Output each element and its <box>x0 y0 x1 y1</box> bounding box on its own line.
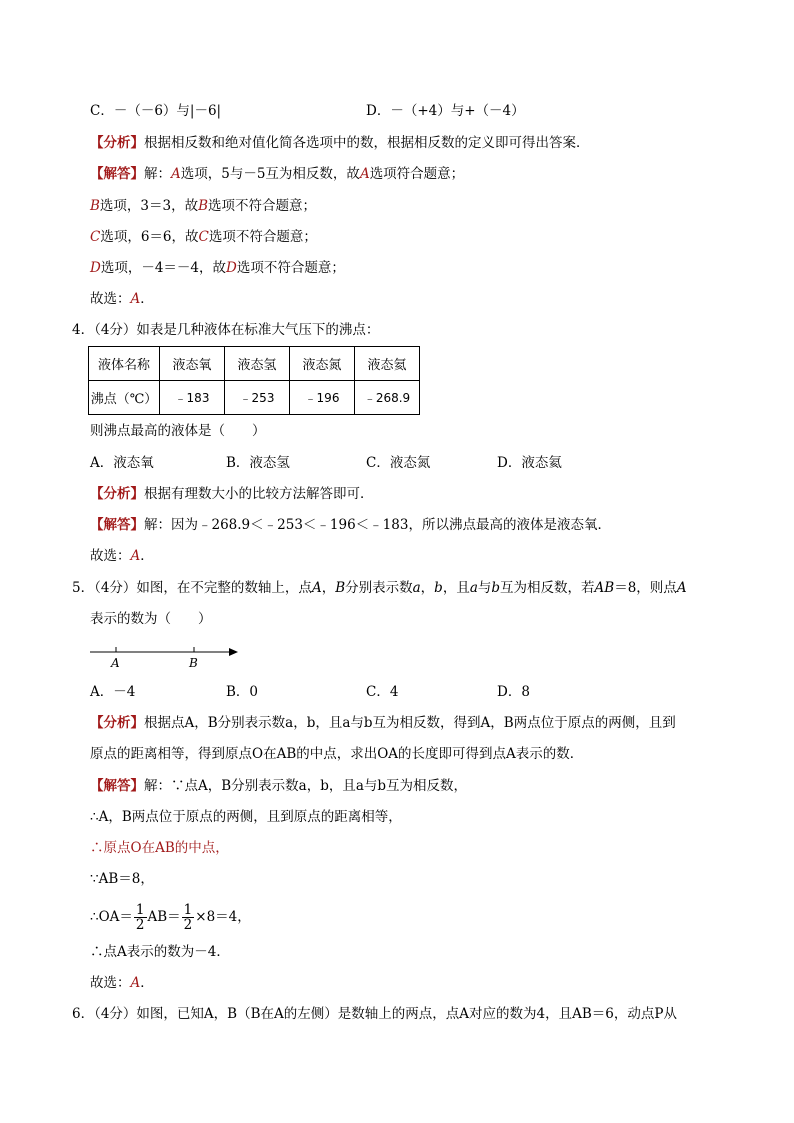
answer-text: 解：∵点A，B分别表示数a，b，且a与b互为相反数， <box>144 778 468 794</box>
answer-text: ×8＝4， <box>195 909 251 925</box>
stem-text: 分别表示数 <box>345 580 413 596</box>
choose-letter: A <box>130 291 141 307</box>
answer-tag: 【解答】 <box>90 778 144 794</box>
number-line-arrow <box>229 648 238 656</box>
answer-text: 选项，－4＝－4，故 <box>100 260 227 276</box>
option-letter: B <box>198 198 209 214</box>
table-cell: ﹣183 <box>160 381 225 415</box>
option-letter: D <box>90 260 101 276</box>
choose-letter: A <box>130 975 141 991</box>
fraction-denominator: 2 <box>183 917 193 933</box>
table-row <box>89 347 420 381</box>
stem-var: AB <box>594 580 615 596</box>
table-row <box>89 381 420 415</box>
answer-text: 选项不符合题意； <box>236 260 345 276</box>
table-cell: 液态氧 <box>160 347 225 381</box>
point-a-label: A <box>111 656 120 670</box>
point-b-label: B <box>189 656 198 670</box>
q4-stem: 4．（4分）如表是几种液体在标准大气压下的沸点： <box>72 322 380 338</box>
number-line-figure <box>88 640 243 672</box>
choose-end: ． <box>140 291 154 307</box>
table-cell: 液态氦 <box>355 347 420 381</box>
analysis-tag: 【分析】 <box>90 486 144 502</box>
answer-text: AB＝ <box>147 909 181 925</box>
choose-end: ． <box>140 548 154 564</box>
q3-answer-line-3 <box>90 227 317 247</box>
stem-text: ， <box>321 580 336 596</box>
choose-end: ． <box>140 975 154 991</box>
stem-text: 与 <box>477 580 492 596</box>
stem-var: b <box>491 580 501 596</box>
q5-answer-line-2: ∴A，B两点位于原点的两侧，且到原点的距离相等， <box>90 809 402 825</box>
q5-option-a: A．－4 <box>90 684 136 700</box>
q4-choose <box>90 546 154 566</box>
answer-text: 解：因为﹣268.9＜﹣253＜﹣196＜﹣183，所以沸点最高的液体是液态氧． <box>144 517 611 533</box>
boiling-point-table <box>88 346 420 415</box>
q5-analysis-line-2: 原点的距离相等，得到原点O在AB的中点，求出OA的长度即可得到点A表示的数． <box>90 746 584 762</box>
answer-text: 选项，6＝6，故 <box>100 229 199 245</box>
stem-var: b <box>434 580 443 596</box>
stem-var: A <box>311 580 322 596</box>
q3-option-d: D．－（+4）与+（－4） <box>366 103 525 119</box>
option-letter: C <box>198 229 209 245</box>
q3-answer-line-2 <box>90 196 316 216</box>
fraction-half <box>134 903 147 932</box>
q5-option-b: B．0 <box>226 684 259 700</box>
q4-option-c: C．液态氮 <box>366 455 431 471</box>
q5-answer-line-6: ∴点A表示的数为－4． <box>90 944 230 960</box>
choose-label: 故选： <box>90 548 131 564</box>
answer-text: 选项，5与－5互为相反数，故 <box>180 166 360 182</box>
q5-answer-line-3: ∴原点O在AB的中点， <box>90 840 229 856</box>
answer-tag: 【解答】 <box>90 166 144 182</box>
q5-answer-line-5 <box>90 900 251 934</box>
stem-text: ，且 <box>442 580 470 596</box>
q4-option-b: B．液态氢 <box>226 455 290 471</box>
stem-var: a <box>412 580 421 596</box>
q5-stem-line-1 <box>72 578 687 598</box>
answer-text: 选项符合题意； <box>369 166 465 182</box>
q5-option-c: C．4 <box>366 684 399 700</box>
table-cell: 液态氮 <box>290 347 355 381</box>
answer-text: 选项不符合题意； <box>208 198 317 214</box>
fraction-numerator: 1 <box>135 902 145 918</box>
q3-analysis <box>90 133 590 153</box>
option-letter: B <box>90 198 100 214</box>
q5-analysis-line-1 <box>90 713 676 733</box>
stem-text: ＝8，则点 <box>614 580 677 596</box>
answer-tag: 【解答】 <box>90 517 144 533</box>
q4-option-d: D．液态氦 <box>497 455 562 471</box>
table-cell: ﹣268.9 <box>355 381 420 415</box>
fraction-half <box>182 903 195 932</box>
fraction-denominator: 2 <box>135 917 145 933</box>
q4-answer <box>90 515 611 535</box>
q5-answer-line-1 <box>90 776 467 796</box>
answer-text: 选项，3＝3，故 <box>99 198 199 214</box>
stem-var: a <box>469 580 478 596</box>
option-letter: A <box>359 166 370 182</box>
option-letter: D <box>226 260 237 276</box>
q3-option-c: C．－（－6）与|－6| <box>90 103 222 119</box>
stem-var: B <box>335 580 346 596</box>
choose-label: 故选： <box>90 975 131 991</box>
fraction-numerator: 1 <box>183 902 193 918</box>
analysis-text: 根据有理数大小的比较方法解答即可． <box>144 486 374 502</box>
table-cell: 液态氢 <box>225 347 290 381</box>
q5-choose <box>90 973 154 993</box>
q3-answer-line-4 <box>90 258 345 278</box>
analysis-text: 根据点A，B分别表示数a，b，且a与b互为相反数，得到A，B两点位于原点的两侧，且到 <box>144 715 676 731</box>
option-letter: C <box>90 229 101 245</box>
q5-answer-line-4: ∵AB＝8， <box>90 871 154 887</box>
analysis-tag: 【分析】 <box>90 715 144 731</box>
q3-choose <box>90 289 154 309</box>
table-cell: ﹣253 <box>225 381 290 415</box>
q6-stem: 6．（4分）如图，已知A，B（B在A的左侧）是数轴上的两点，点A对应的数为4，且AB＝6，动点P从 <box>72 1006 677 1022</box>
choose-letter: A <box>130 548 141 564</box>
answer-text: 选项不符合题意； <box>208 229 317 245</box>
stem-text: 5．（4分）如图，在不完整的数轴上，点 <box>72 580 312 596</box>
answer-text: ∴OA＝ <box>90 909 133 925</box>
answer-intro: 解： <box>144 166 171 182</box>
table-cell: ﹣196 <box>290 381 355 415</box>
option-letter: A <box>171 166 181 182</box>
q4-question: 则沸点最高的液体是（ ） <box>90 423 266 439</box>
analysis-text: 根据相反数和绝对值化简各选项中的数，根据相反数的定义即可得出答案． <box>144 135 590 151</box>
q4-analysis <box>90 484 374 504</box>
q4-option-a: A．液态氧 <box>90 455 154 471</box>
stem-text: ， <box>420 580 435 596</box>
stem-var: A <box>676 580 687 596</box>
analysis-tag: 【分析】 <box>90 135 144 151</box>
q3-answer-line-1 <box>90 164 464 184</box>
choose-label: 故选： <box>90 291 131 307</box>
table-cell: 沸点（℃） <box>89 381 160 415</box>
table-cell: 液体名称 <box>89 347 160 381</box>
stem-text: 互为相反数，若 <box>500 580 595 596</box>
q5-option-d: D．8 <box>497 684 530 700</box>
q5-stem-line-2: 表示的数为（ ） <box>90 611 212 627</box>
